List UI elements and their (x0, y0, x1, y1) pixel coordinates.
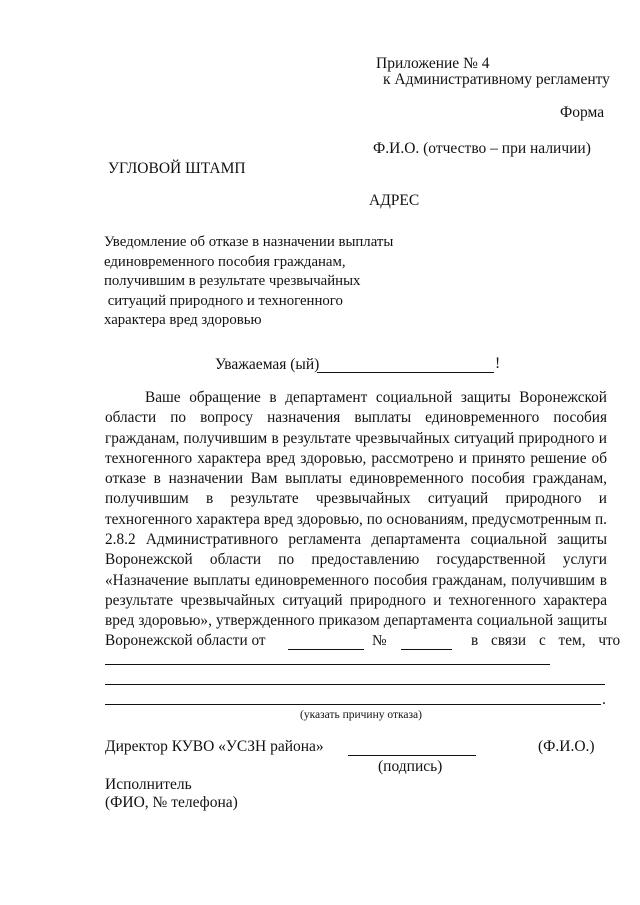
body-line: результате чрезвычайных ситуаций природного и техногенного характера (105, 591, 607, 609)
title-line: получившим в результате чрезвычайных (104, 273, 361, 289)
director-title: Директор КУВО «УСЗН района» (105, 738, 324, 755)
regulation-reference: к Административному регламенту (383, 71, 610, 88)
address-field: АДРЕС (369, 192, 420, 209)
body-line: получившим в результате чрезвычайных ситуаций природного и (105, 490, 607, 508)
body-line: вред здоровью», утвержденного приказом департамента социальной защиты (105, 612, 607, 630)
order-number-blank (401, 649, 452, 650)
body-line: «Назначение выплаты единовременного пособия гражданам, получившим в (105, 571, 607, 589)
document-title (104, 233, 393, 331)
reason-line (105, 664, 550, 665)
order-number-sign: № (372, 632, 387, 649)
executor-details: (ФИО, № телефона) (105, 794, 238, 811)
form-label: Форма (560, 104, 605, 121)
corner-stamp: УГЛОВОЙ ШТАМП (108, 160, 246, 177)
reason-caption: (указать причину отказа) (300, 709, 422, 721)
reason-line (105, 704, 601, 705)
title-line: единовременного пособия гражданам, (104, 253, 346, 270)
body-line: Ваше обращение в департамент социальной защиты Воронежской (145, 389, 607, 406)
body-line: гражданам, получившим в результате чрезвычайных ситуаций природного и (105, 429, 607, 447)
director-fio: (Ф.И.О.) (538, 738, 595, 755)
recipient-fio-field: Ф.И.О. (отчество – при наличии) (373, 140, 591, 157)
order-suffix: в связи с тем, что (471, 632, 621, 649)
salutation: Уважаемая (ый) (215, 356, 320, 373)
addressee-name-line (317, 372, 494, 373)
title-line: характера вред здоровью (104, 312, 262, 328)
title-line: Уведомление об отказе в назначении выплаты (104, 234, 394, 250)
body-line: техногенного характера вред здоровью, по основаниям, предусмотренным п. (105, 510, 607, 528)
body-line: области по вопросу назначения выплаты единовременного пособия (105, 409, 607, 427)
body-line: отказе в назначении Вам выплаты единовременного пособия гражданам, (105, 470, 607, 488)
order-date-blank (288, 649, 364, 650)
executor-label: Исполнитель (105, 776, 192, 793)
order-prefix: Воронежской области от (105, 632, 266, 649)
body-line: техногенного характера вред здоровью, рассмотрено и принято решение об (105, 449, 607, 467)
body-line: 2.8.2 Административного регламента департамента социальной защиты (105, 531, 607, 549)
reason-line (105, 684, 605, 685)
reason-end-mark: . (602, 691, 606, 708)
body-line: Воронежской области по предоставлению государственной услуги (105, 551, 607, 569)
title-line: ситуаций природного и техногенного (104, 292, 343, 309)
salutation-end: ! (495, 355, 501, 372)
notification-body (105, 388, 607, 632)
appendix-number: Приложение № 4 (376, 55, 490, 72)
signature-caption: (подпись) (378, 758, 443, 775)
signature-line (348, 755, 476, 756)
